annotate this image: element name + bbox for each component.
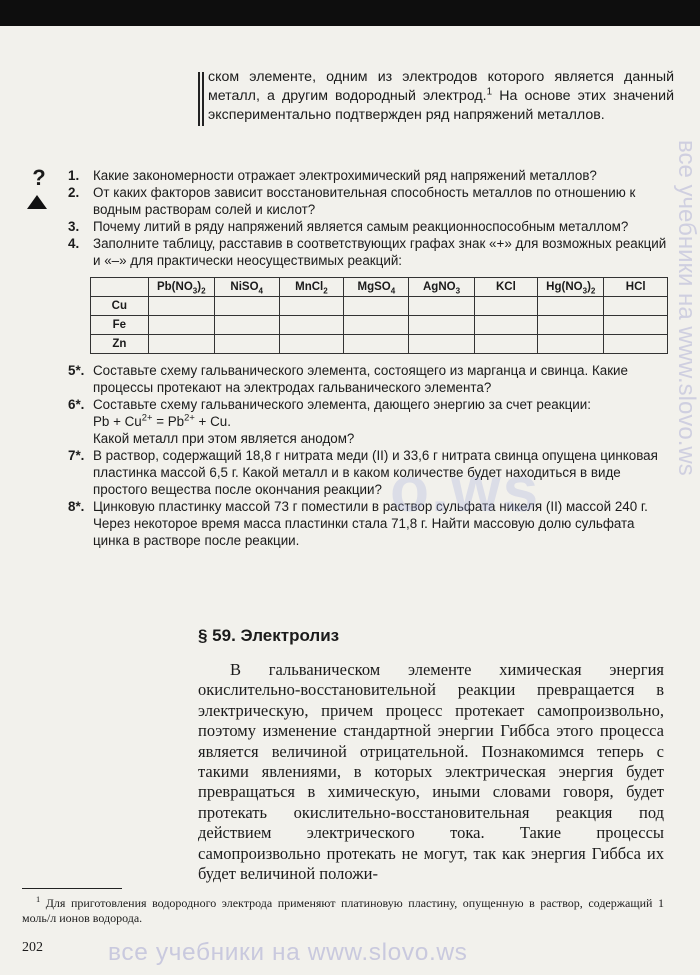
row-header: Fe — [91, 316, 149, 335]
reaction-equation: $Pb + Cu^{2+} = Pb^{2+} + Cu$. — [93, 412, 231, 429]
question-text: Составьте схему гальванического элемента, состоящего из марганца и свинца. Какие процессы протекают на электродах гальванического элемента? — [93, 363, 628, 395]
table-cell — [148, 316, 214, 335]
column-header: $Pb(NO_3)_2$ — [148, 278, 214, 297]
table-cell — [148, 335, 214, 354]
column-header: KCl — [474, 278, 538, 297]
question-item — [68, 396, 668, 447]
section-body — [198, 660, 664, 884]
question-number: 3. — [68, 219, 80, 234]
question-text: Почему литий в ряду напряжений является самым реакционноспособным металлом? — [93, 219, 629, 234]
table-cell — [344, 335, 409, 354]
column-header: MnCl$_2$ — [279, 278, 344, 297]
table-cell — [538, 335, 604, 354]
table-cell — [538, 316, 604, 335]
question-number: 1. — [68, 168, 80, 183]
footnote-ref: 1 — [486, 86, 493, 98]
question-number: 8*. — [68, 499, 85, 514]
questions-block — [68, 167, 668, 549]
margin-bar — [202, 72, 204, 126]
footnote-mark: 1 — [36, 895, 41, 904]
table-cell — [538, 297, 604, 316]
question-number: 6*. — [68, 397, 85, 412]
table-cell — [604, 335, 668, 354]
question-number: 4. — [68, 236, 80, 251]
question-item — [68, 498, 668, 549]
table-corner-cell — [91, 278, 149, 297]
question-mark-icon: ? — [32, 165, 46, 190]
table-header-row — [91, 278, 668, 297]
body-paragraph: В гальваническом элементе химическая энергия окислительно-восстановительной реакции превращается в электрическую, причем процесс протекает самопроизвольно, поэтому изменение стандартной энергии Гиббса этого процесса является величиной отрицательной. Познакомимся теперь с такими явлениями, в которых электрическая энергия будет превращаться в химическую, иными словами говоря, будет протекать окислительно-восстановительная реакция под действием электрического тока. Такие процессы самопроизвольно протекать не могут, так как энергия Гиббса их будет величиной положи- — [198, 660, 664, 884]
table-cell — [474, 316, 538, 335]
table-cell — [279, 335, 344, 354]
table-cell — [344, 316, 409, 335]
table-cell — [214, 335, 279, 354]
triangle-icon — [27, 195, 47, 209]
row-header: Zn — [91, 335, 149, 354]
section-title: § 59. Электролиз — [198, 626, 340, 645]
table-row — [91, 297, 668, 316]
top-dark-bar — [0, 0, 700, 26]
margin-bar — [198, 72, 200, 126]
table-cell — [279, 316, 344, 335]
question-item — [68, 184, 668, 218]
table-cell — [214, 316, 279, 335]
question-text: Составьте схему гальванического элемента, дающего энергию за счет реакции: — [93, 397, 591, 412]
question-text: В раствор, содержащий 18,8 г нитрата меди (II) и 33,6 г нитрата свинца опущена цинковая пластинка массой 6,5 г. Какой металл и в каком количестве будет находиться в виде простого вещества после окончания реакции? — [93, 448, 658, 497]
question-text: Какой металл при этом является анодом? — [93, 431, 355, 446]
table-row — [91, 335, 668, 354]
question-item — [68, 167, 668, 184]
question-number: 7*. — [68, 448, 85, 463]
footnote: $^1$ Для приготовления водородного электрода применяют платиновую пластину, опущенную в раствор, содержащий 1 моль/л ионов водорода. — [22, 895, 664, 925]
table-cell — [214, 297, 279, 316]
question-item — [68, 447, 668, 498]
question-number: 2. — [68, 185, 80, 200]
watermark-bottom: все учебники на www.slovo.ws — [108, 939, 468, 966]
watermark-middle: o.ws — [390, 453, 541, 525]
table-cell — [344, 297, 409, 316]
table-row — [91, 316, 668, 335]
question-text: От каких факторов зависит восстановительная способность металлов по отношению к водным растворам солей и кислот? — [93, 185, 636, 217]
question-text: Заполните таблицу, расставив в соответствующих графах знак «+» для возможных реакций и «–» для практически неосуществимых реакций: — [93, 236, 667, 268]
reaction-table — [90, 277, 668, 354]
column-header: AgNO$_3$ — [409, 278, 474, 297]
intro-text: ском элементе, одним из электродов которого является данный металл, а другим водородный электрод.$^1$ На основе этих значений экспериментально подтвержден ряд напряжений металлов. — [208, 69, 674, 123]
column-header: HCl — [604, 278, 668, 297]
column-header: MgSO$_4$ — [344, 278, 409, 297]
footnote-divider — [22, 888, 122, 889]
question-text: Какие закономерности отражает электрохимический ряд напряжений металлов? — [93, 168, 597, 183]
row-header: Cu — [91, 297, 149, 316]
table-cell — [604, 316, 668, 335]
table-cell — [474, 297, 538, 316]
watermark-side: все учебники на www.slovo.ws — [673, 140, 700, 476]
table-cell — [474, 335, 538, 354]
table-cell — [409, 297, 474, 316]
question-text: Цинковую пластинку массой 73 г поместили в раствор сульфата никеля (II) массой 240 г. Через некоторое время масса пластинки стала 71,8 г. Найти массовую долю сульфата цинка в растворе после реакции. — [93, 499, 648, 548]
intro-paragraph — [198, 68, 674, 125]
table-cell — [279, 297, 344, 316]
column-header: $Hg(NO_3)_2$ — [538, 278, 604, 297]
table-cell — [604, 297, 668, 316]
question-item — [68, 235, 668, 269]
table-cell — [148, 297, 214, 316]
table-cell — [409, 316, 474, 335]
question-item — [68, 218, 668, 235]
question-number: 5*. — [68, 363, 85, 378]
page-number: 202 — [22, 940, 43, 955]
column-header: NiSO$_4$ — [214, 278, 279, 297]
question-item — [68, 362, 668, 396]
table-cell — [409, 335, 474, 354]
